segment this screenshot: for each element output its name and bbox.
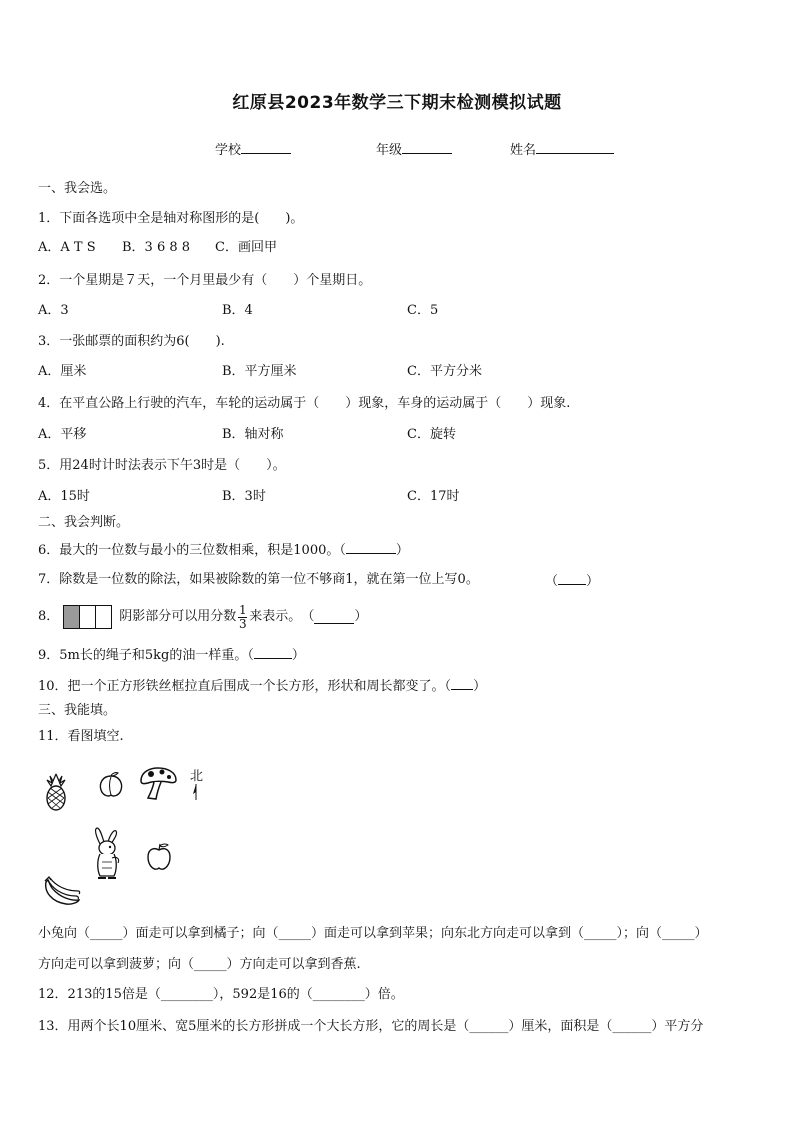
q3-option-c[interactable]: C．平方分米 — [407, 364, 482, 379]
section-heading-1: 一、我会选。 — [38, 181, 117, 196]
answer-paren-open: （ — [444, 679, 452, 694]
q3-option-b[interactable]: B．平方厘米 — [222, 364, 297, 379]
answer-blank-9[interactable] — [254, 646, 292, 659]
question-13: 13．用两个长10厘米、宽5厘米的长方形拼成一个大长方形，它的周长是（______）厘米，面积是（______）平方分 — [38, 1019, 704, 1034]
shaded-part — [64, 606, 80, 629]
q4-option-b[interactable]: B．轴对称 — [222, 427, 284, 442]
rabbit-icon — [90, 826, 128, 884]
banana-icon — [42, 874, 82, 908]
question-6-text: 6．最大的一位数与最小的三位数相乘，积是1000。 — [38, 543, 340, 558]
q4-option-a[interactable]: A．平移 — [38, 427, 87, 442]
question-2-stem: 2．一个星期是７天，一个月里最少有（ ）个星期日。 — [38, 273, 372, 288]
question-9-text: 9．5m长的绳子和5kg的油一样重。 — [38, 648, 248, 663]
answer-blank-6[interactable] — [346, 541, 396, 554]
q5-option-b[interactable]: B．3时 — [222, 489, 266, 504]
answer-box-7[interactable] — [545, 572, 599, 590]
answer-paren-close: ） — [291, 648, 305, 663]
q2-option-c[interactable]: C．5 — [407, 303, 439, 318]
question-10 — [38, 677, 486, 695]
question-7-text: 7．除数是一位数的除法，如果被除数的第一位不够商1，就在第一位上写0。 — [38, 572, 479, 587]
question-11-line-2: 方向走可以拿到菠萝；向（_____）方向走可以拿到香蕉. — [38, 957, 361, 972]
fraction-denominator: 3 — [238, 616, 247, 631]
answer-paren-open: （ — [545, 574, 559, 589]
section-heading-2: 二、我会判断。 — [38, 515, 130, 530]
fraction-numerator: 1 — [238, 602, 247, 617]
answer-paren-open: （ — [339, 543, 346, 558]
question-6 — [38, 541, 409, 559]
question-12: 12．213的15倍是（________），592是16的（________）倍。 — [38, 987, 404, 1002]
grade-blank[interactable] — [402, 141, 452, 154]
answer-paren-close: ） — [395, 543, 409, 558]
q4-option-c[interactable]: C．旋转 — [407, 427, 456, 442]
name-label: 姓名 — [510, 143, 537, 158]
answer-paren-open: （ — [247, 648, 254, 663]
mushroom-icon — [138, 766, 178, 802]
answer-paren-close: ） — [586, 574, 600, 589]
question-1-stem: 1．下面各选项中全是轴对称图形的是( )。 — [38, 211, 304, 226]
question-8-text-a: 阴影部分可以用分数 — [119, 609, 237, 624]
question-11-line-1: 小兔向（_____）面走可以拿到橘子；向（_____）面走可以拿到苹果；向东北方向走可以拿到（_____）；向（_____） — [38, 926, 708, 941]
q5-option-c[interactable]: C．17时 — [407, 489, 460, 504]
question-10-text: 10．把一个正方形铁丝框拉直后围成一个长方形，形状和周长都变了。 — [38, 679, 445, 694]
question-8-text-b: 来表示。 — [249, 609, 302, 624]
answer-blank-8[interactable] — [314, 611, 354, 624]
school-blank[interactable] — [241, 141, 291, 154]
unshaded-part — [96, 606, 112, 629]
fraction-one-third — [238, 604, 247, 631]
q1-option-a[interactable]: A．A T S — [38, 240, 96, 255]
answer-paren-close: ） — [354, 609, 368, 624]
question-8-number: 8． — [38, 609, 60, 624]
q1-option-b[interactable]: B．3 6 8 8 — [122, 240, 191, 255]
name-blank[interactable] — [536, 141, 614, 154]
answer-paren-close: ） — [473, 679, 487, 694]
question-8 — [38, 600, 367, 634]
answer-blank-7[interactable] — [558, 572, 586, 585]
q2-option-a[interactable]: A．3 — [38, 303, 69, 318]
pineapple-icon — [42, 772, 70, 812]
answer-paren-open: （ — [301, 609, 315, 624]
school-label: 学校 — [215, 143, 242, 158]
north-label: 北 — [190, 769, 204, 784]
q1-option-c[interactable]: C．画回甲 — [215, 240, 277, 255]
q5-option-a[interactable]: A．15时 — [38, 489, 90, 504]
peach-icon — [96, 770, 126, 800]
answer-blank-10[interactable] — [451, 677, 473, 690]
question-4-stem: 4．在平直公路上行驶的汽车，车轮的运动属于（ ）现象，车身的运动属于（ ）现象. — [38, 396, 571, 411]
apple-icon — [145, 842, 173, 872]
question-9 — [38, 646, 305, 664]
three-part-rectangle-figure — [63, 604, 113, 630]
question-3-stem: 3．一张邮票的面积约为6( ). — [38, 334, 225, 349]
question-11-stem: 11．看图填空. — [38, 729, 124, 744]
unshaded-part — [80, 606, 96, 629]
question-5-stem: 5．用24时计时法表示下午3时是（ ）。 — [38, 458, 286, 473]
school-field[interactable] — [215, 141, 291, 159]
q2-option-b[interactable]: B．4 — [222, 303, 253, 318]
grade-label: 年级 — [376, 143, 403, 158]
page-title: 红原县2023年数学三下期末检测模拟试题 — [232, 93, 562, 113]
grade-field[interactable] — [376, 141, 452, 159]
section-heading-3: 三、我能填。 — [38, 703, 117, 718]
north-arrow-icon — [191, 784, 203, 800]
q3-option-a[interactable]: A．厘米 — [38, 364, 87, 379]
name-field[interactable] — [510, 141, 614, 159]
